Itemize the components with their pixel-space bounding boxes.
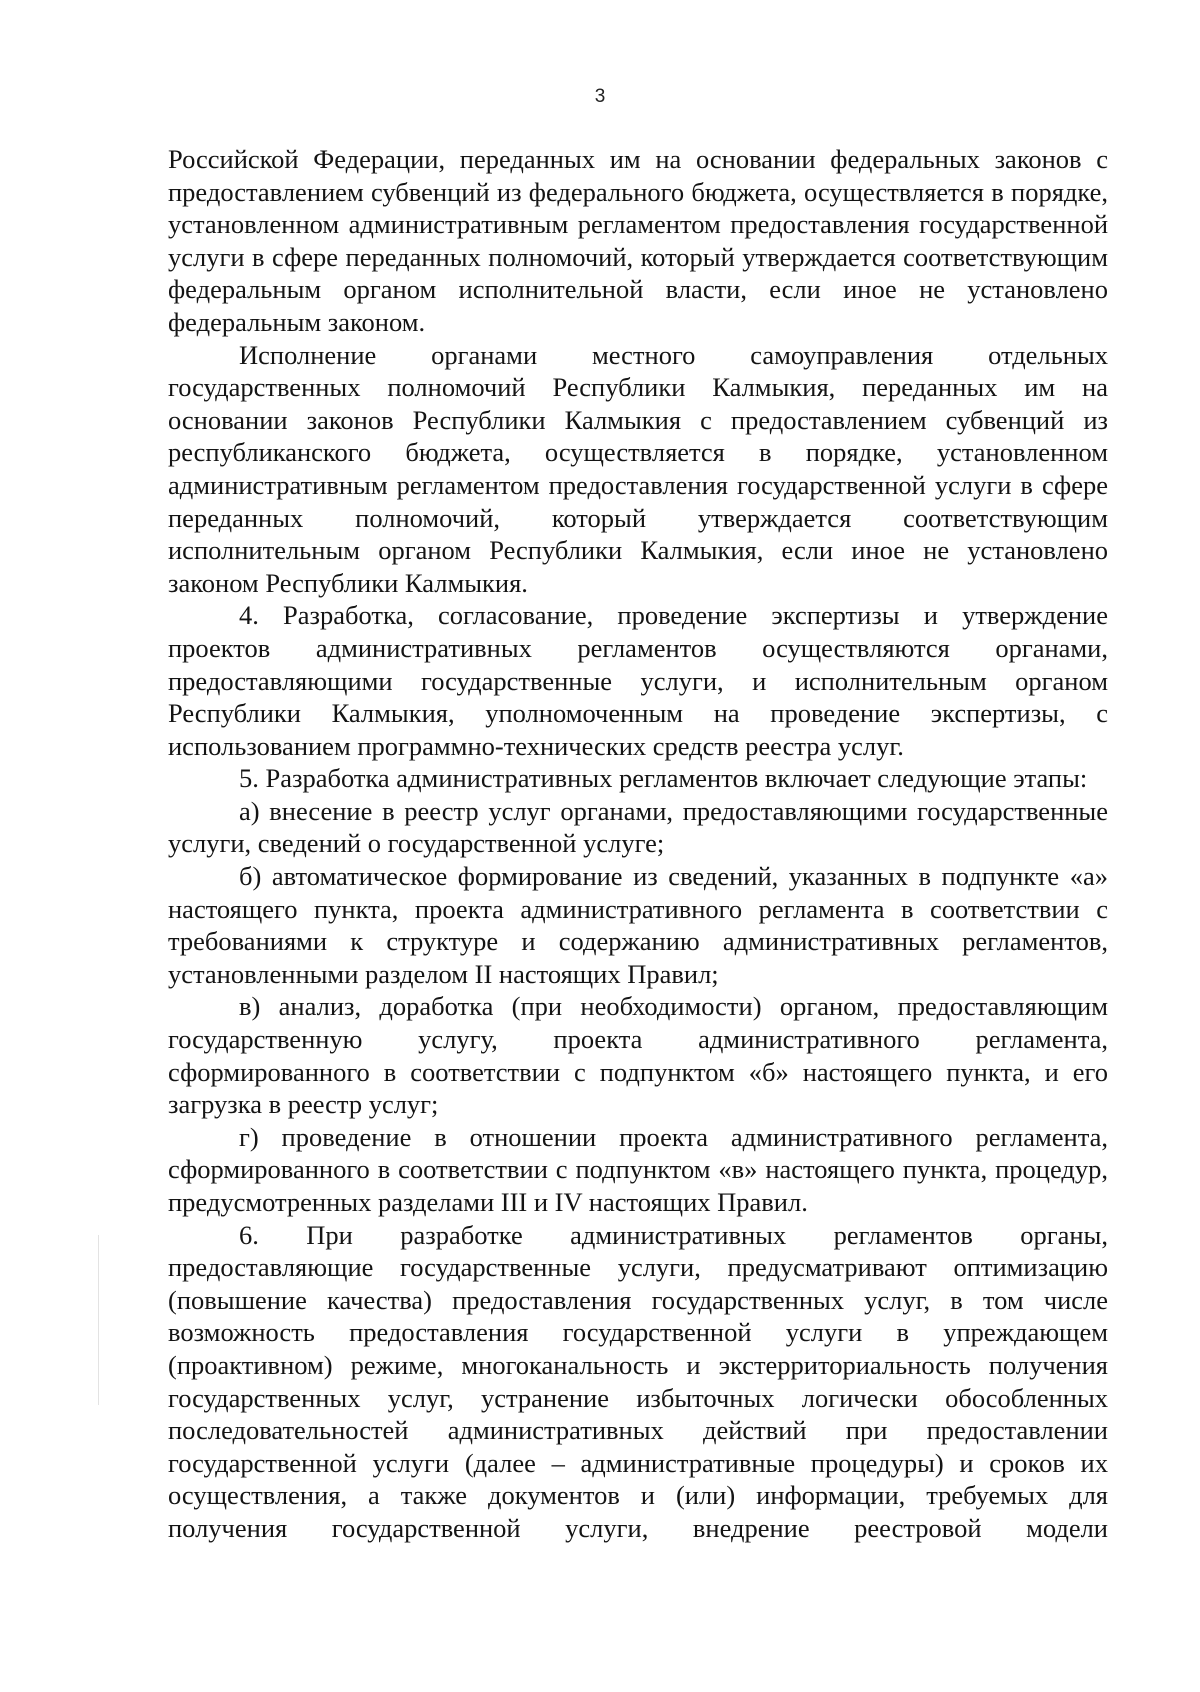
paragraph-subitem-b: б) автоматическое формирование из сведений, указанных в подпункте «а» настоящего пункта, проекта административного регламента в соответствии с требованиями к структуре и содержанию административных регламентов, установленными разделом II настоящих Правил;	[168, 861, 1108, 989]
page-number: 3	[594, 86, 606, 107]
paragraph-item-6: 6. При разработке административных регламентов органы, предоставляющие государственные услуги, предусматривают оптимизацию (повышение качества) предоставления государственных услуг, в том числе возможность предоставления государственной услуги в упреждающем (проактивном) режиме, многоканальность и экстерриториальность получения государственных услуг, устранение избыточных логически обособленных последовательностей административных действий при предоставлении государственной услуги (далее – административные процедуры) и сроков их осуществления, а также документов и (или) информации, требуемых для получения государственной услуги, внедрение реестровой модели	[168, 1219, 1108, 1543]
paragraph-local-self-government: Исполнение органами местного самоуправления отдельных государственных полномочий Республики Калмыкия, переданных им на основании законов Республики Калмыкия с предоставлением субвенций из республиканского бюджета, осуществляется в порядке, установленном административным регламентом предоставления государственной услуги в сфере переданных полномочий, который утверждается соответствующим исполнительным органом Республики Калмыкия, если иное не установлено законом Республики Калмыкия.	[168, 339, 1108, 598]
paragraph-item-5: 5. Разработка административных регламентов включает следующие этапы:	[239, 763, 1088, 794]
paragraph-subitem-g: г) проведение в отношении проекта административного регламента, сформированного в соответствии с подпунктом «в» настоящего пункта, процедур, предусмотренных разделами III и IV настоящих Правил.	[168, 1121, 1108, 1217]
paragraph-subitem-v: в) анализ, доработка (при необходимости) органом, предоставляющим государственную услугу, проекта административного регламента, сформированного в соответствии с подпунктом «б» настоящего пункта, и его загрузка в реестр услуг;	[168, 991, 1108, 1120]
paragraph-subitem-a: а) внесение в реестр услуг органами, предоставляющими государственные услуги, сведений о государственной услуге;	[168, 795, 1108, 859]
paragraph-federal-powers: Российской Федерации, переданных им на основании федеральных законов с предоставлением субвенций из федерального бюджета, осуществляется в порядке, установленном административным регламентом предоставления государственной услуги в сфере переданных полномочий, который утверждается соответствующим федеральным органом исполнительной власти, если иное не установлено федеральным законом.	[168, 144, 1108, 337]
document-body	[168, 143, 1108, 1545]
paragraph-item-4: 4. Разработка, согласование, проведение экспертизы и утверждение проектов административных регламентов осуществляются органами, предоставляющими государственные услуги, и исполнительным органом Республики Калмыкия, уполномоченным на проведение экспертизы, с использованием программно-технических средств реестра услуг.	[168, 600, 1108, 761]
scan-artifact-line	[98, 1235, 99, 1405]
